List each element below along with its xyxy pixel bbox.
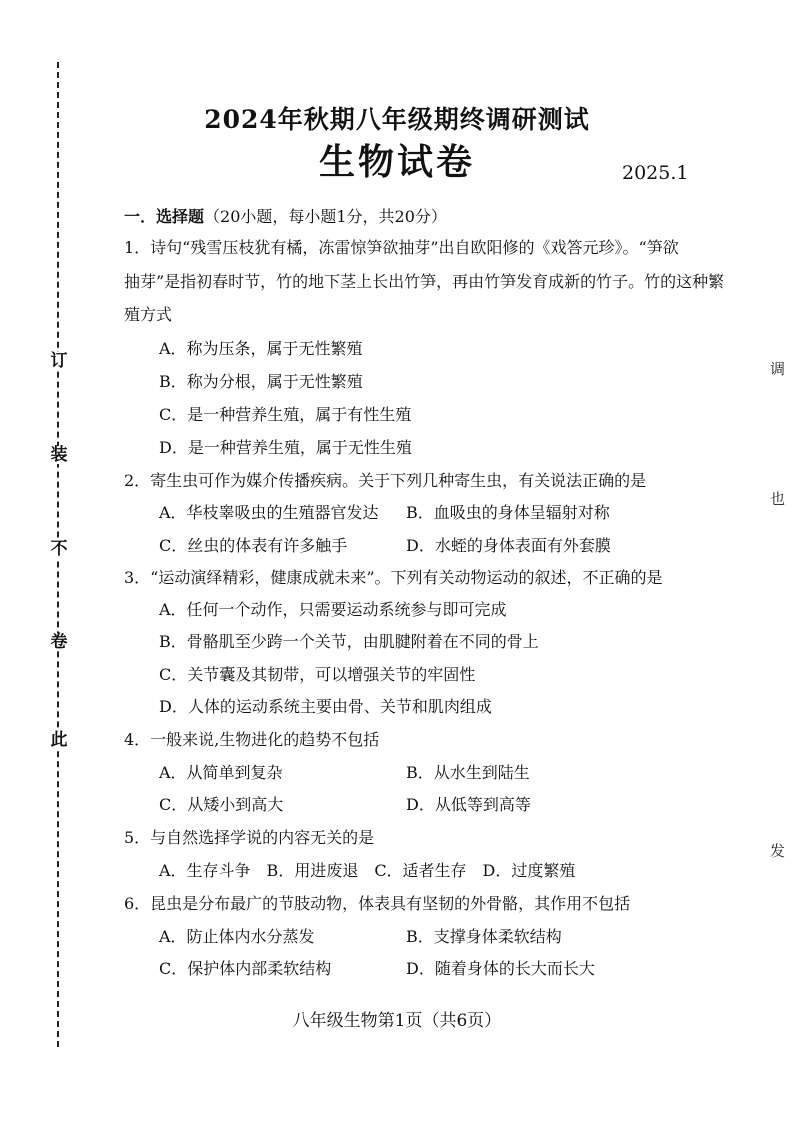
binding-char-juan: 卷 bbox=[50, 632, 68, 652]
question-1-option-c: C．是一种营养生殖，属于有性生殖 bbox=[159, 405, 412, 424]
right-edge-fragment: 调 bbox=[770, 360, 786, 378]
exam-date: 2025.1 bbox=[622, 162, 689, 184]
question-4-option-a: A．从简单到复杂 bbox=[159, 763, 283, 782]
question-1-option-b: B．称为分根，属于无性繁殖 bbox=[159, 372, 363, 391]
question-2-option-a: A．华枝睾吸虫的生殖器官发达 bbox=[159, 503, 379, 522]
question-4-option-d: D．从低等到高等 bbox=[406, 795, 531, 814]
binding-char-bu: 不 bbox=[50, 539, 68, 559]
question-4-option-b: B．从水生到陆生 bbox=[406, 763, 530, 782]
question-4-stem: 4．一般来说,生物进化的趋势不包括 bbox=[124, 730, 380, 749]
section-title: 一．选择题 bbox=[124, 207, 205, 226]
question-2-option-d: D．水蛭的身体表面有外套膜 bbox=[406, 536, 611, 555]
question-1-stem: 殖方式 bbox=[124, 305, 173, 324]
question-3-option-a: A．任何一个动作，只需要运动系统参与即可完成 bbox=[159, 600, 507, 619]
question-2-stem: 2．寄生虫可作为媒介传播疾病。关于下列几种寄生虫，有关说法正确的是 bbox=[124, 471, 647, 490]
question-4-option-c: C．从矮小到高大 bbox=[159, 795, 284, 814]
section-heading bbox=[124, 204, 447, 227]
right-edge-fragment: 也 bbox=[770, 490, 786, 508]
binding-char-ding: 订 bbox=[50, 351, 68, 371]
binding-char-zhuang: 装 bbox=[50, 445, 68, 465]
exam-title: 2024年秋期八年级期终调研测试 bbox=[204, 105, 590, 134]
question-6-stem: 6．昆虫是分布最广的节肢动物，体表具有坚韧的外骨骼，其作用不包括 bbox=[124, 894, 631, 913]
section-info: （20小题，每小题1分，共20分） bbox=[204, 207, 447, 226]
question-3-option-d: D．人体的运动系统主要由骨、关节和肌肉组成 bbox=[159, 697, 492, 716]
question-3-option-b: B．骨骼肌至少跨一个关节，由肌腱附着在不同的骨上 bbox=[159, 632, 539, 651]
question-6-option-b: B．支撑身体柔软结构 bbox=[406, 927, 562, 946]
question-2-option-b: B．血吸虫的身体呈辐射对称 bbox=[406, 503, 610, 522]
question-2-option-c: C．丝虫的体表有许多触手 bbox=[159, 536, 348, 555]
exam-subtitle: 生物试卷 bbox=[318, 141, 475, 183]
right-edge-fragment: 发 bbox=[770, 842, 786, 860]
question-5-stem: 5．与自然选择学说的内容无关的是 bbox=[124, 828, 375, 847]
question-1-option-d: D．是一种营养生殖，属于无性生殖 bbox=[159, 438, 412, 457]
question-5-options: A．生存斗争 B．用进废退 C．适者生存 D．过度繁殖 bbox=[159, 861, 576, 880]
question-3-stem: 3．“运动演绎精彩，健康成就未来”。下列有关动物运动的叙述，不正确的是 bbox=[124, 568, 663, 587]
question-1-option-a: A．称为压条，属于无性繁殖 bbox=[159, 339, 363, 358]
question-1-stem: 抽芽”是指初春时节，竹的地下茎上长出竹笋，再由竹笋发育成新的竹子。竹的这种繁 bbox=[124, 272, 725, 291]
question-6-option-a: A．防止体内水分蒸发 bbox=[159, 927, 315, 946]
page-footer: 八年级生物第1页（共6页） bbox=[292, 1011, 502, 1031]
question-3-option-c: C．关节囊及其韧带，可以增强关节的牢固性 bbox=[159, 665, 476, 684]
question-6-option-d: D．随着身体的长大而长大 bbox=[406, 959, 595, 978]
question-6-option-c: C．保护体内部柔软结构 bbox=[159, 959, 332, 978]
question-1-stem: 1．诗句“残雪压枝犹有橘，冻雷惊笋欲抽芽”出自欧阳修的《戏答元珍》。“笋欲 bbox=[124, 238, 679, 257]
binding-char-ci: 此 bbox=[50, 730, 68, 750]
